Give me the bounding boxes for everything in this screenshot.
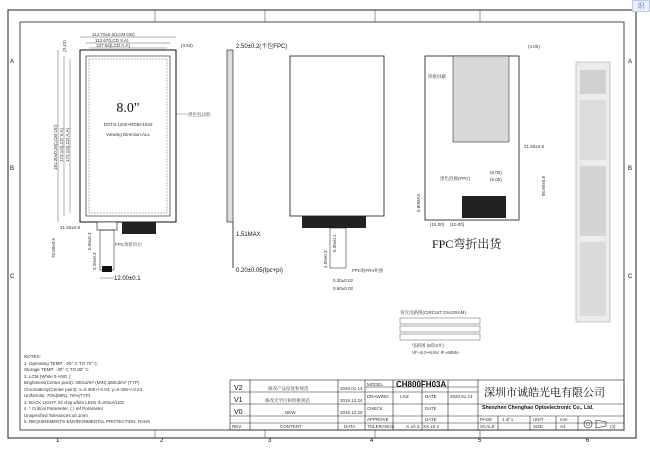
tolerance-label: TOLERANCE: [367, 424, 395, 429]
note-line: Uniformity: 70%(MIN), 75%(TYP): [24, 393, 91, 398]
back-dim-5: (5.05): [490, 177, 502, 182]
company-block: [480, 385, 616, 429]
mid-fpc-note: FPC贴FR4补强: [352, 268, 384, 273]
dim-lcm-width: 114.70±0.2(LCM OD): [92, 32, 135, 37]
note-line: Chromaticity(Center point): x=0.300+/-0.04; y=0.335+/-0.04: [24, 387, 143, 392]
note-line: 5. REQUIREMENTS ENVIRONMENTAL PROTECTION: RoHS: [24, 419, 151, 424]
mid-dim-c: 0.30±0.02: [333, 278, 353, 283]
rev-id: V1: [234, 397, 243, 404]
back-foam: [462, 196, 506, 218]
fold-shipping-label: FPC弯折出货: [432, 237, 502, 251]
circuit-spec: VF=9.0~9.9V, IF=60MA: [412, 350, 459, 355]
middle-view: [290, 56, 384, 291]
side-view: [227, 42, 287, 274]
mid-dim-a: 4.50±0.3: [323, 250, 328, 268]
unit-value: mm: [560, 417, 568, 422]
back-dim-7: (10.00): [450, 222, 465, 227]
dots-spec: DOTS:1200×RGB×1920: [103, 122, 153, 127]
dim-aa-height: 172.12(LCD A.A): [65, 127, 70, 162]
check-date-label: DATE: [425, 406, 437, 411]
approve-date-label: DATE: [425, 417, 437, 422]
side-max: 1.51MAX: [236, 232, 261, 238]
back-dim-8: 85.60±0.8: [541, 176, 546, 196]
back-dim-4: (6.00): [490, 170, 502, 175]
size-value: A4: [560, 424, 566, 429]
dim-offset-right: (3.53): [181, 43, 193, 48]
row-label-a: A: [10, 59, 15, 65]
drawing-by: LGZ: [400, 394, 409, 399]
connector-block: [122, 222, 156, 234]
back-foam-label: 黑色泡棉(FPC): [440, 176, 470, 181]
drawing-date: 2020.01.14: [450, 394, 473, 399]
side-fpc-thickness: 0.20±0.05(fpc+pi): [236, 268, 283, 274]
circuit-title: 背光电路图(CIRCUIT DIAGRAM): [400, 310, 466, 315]
date-header: DATA: [344, 424, 356, 429]
back-view: [416, 44, 546, 251]
col-label-5: 5: [478, 438, 482, 444]
iron-frame-shield: [453, 56, 509, 142]
col-label-3: 3: [268, 438, 272, 444]
rev-content: 修改产品厚度和规范: [268, 386, 309, 391]
row-label-c-right: C: [628, 274, 633, 280]
rev-content: 修改光学区和铁框规范: [265, 398, 310, 403]
page-label: PAGE: [480, 417, 493, 422]
fpc-tail: [97, 222, 117, 230]
row-label-b: B: [10, 166, 15, 172]
col-label-1: 1: [56, 438, 60, 444]
dim-aa-width: 107.64(LCD A.A): [96, 43, 131, 48]
note-line: 1. Operating TEMP: -20° C TO 70° C: [24, 361, 98, 366]
rev-date: 2020.01.14: [340, 386, 363, 391]
col-label-4: 4: [370, 438, 374, 444]
model-label: MODEL: [367, 382, 384, 387]
rev-content: NEW: [285, 410, 296, 415]
dim-fpc-offset: 21.50±0.8: [60, 225, 80, 230]
dim-offset-top: (3.43): [62, 40, 67, 52]
back-shield-label: 铁框屏蔽: [428, 74, 446, 79]
note-line: 4. * Critical Parameter, ( ) ref Parameter: [24, 406, 104, 411]
unit-label: UNIT: [533, 417, 544, 422]
fpc-prefold-label: FPC预折向后: [115, 242, 142, 247]
note-line: 3. BACK LIGHT: 24 chip white LEDs If=20mA/LED: [24, 400, 125, 405]
mid-dim-d: 0.60±0.02: [333, 286, 353, 291]
tolerance-value: .X ±0.3, .XX ±0.2: [405, 424, 439, 429]
approve-label: APPROVE: [367, 417, 389, 422]
rev-date: 2019.12.20: [340, 410, 363, 415]
front-view: [51, 32, 211, 282]
projection-icon: [584, 420, 606, 428]
rev-header: REV.: [232, 424, 243, 429]
circuit-led: 电路图 (8串3并): [412, 343, 444, 348]
size-label: SIZE: [533, 424, 544, 429]
col-label-6: 6: [586, 438, 590, 444]
scale-label: SCALE: [480, 424, 495, 429]
model-number: CH800FH03A: [396, 380, 447, 389]
side-thickness: 2.50±0.2(不包FPC): [236, 44, 288, 50]
rev-id: V0: [234, 409, 243, 416]
note-line: Unspecified Tolerances:±0.1mm: [24, 413, 88, 418]
drawing-date-label: DATE: [425, 394, 437, 399]
back-dim-6: (15.00): [430, 222, 445, 227]
row-label-a-right: A: [628, 59, 633, 65]
dim-lcm-height: 181.20±0.25(LCM OD): [53, 124, 58, 170]
back-dim-0: (4.00): [528, 44, 540, 49]
dim-fpc-a: 0.50±0.3: [87, 232, 92, 250]
row-label-c: C: [10, 274, 15, 280]
circuit-diagram: [400, 309, 480, 355]
dim-fpc-length: 70.60±0.5: [51, 238, 56, 258]
check-label: CHECK: [367, 406, 383, 411]
black-tape-label: 黑色包边胶: [188, 112, 211, 117]
row-label-b-right: B: [628, 166, 633, 172]
pinout-rows: [580, 70, 606, 316]
viewing-spec: Viewing Direction:ALL: [106, 132, 150, 137]
projection-ref: (3): [610, 424, 616, 429]
dim-va-height: 173.12(LCD V.A): [59, 128, 64, 162]
dim-fpc-b: 3.20±0.3: [92, 252, 97, 270]
note-line: Storage TEMP: -30° C TO 80° C: [24, 367, 89, 372]
drawing-label: DRAWING: [367, 394, 389, 399]
mid-outline: [290, 56, 384, 216]
note-line: Brightness(Center point): 300cd/m² (MIN),350cd/m² (TYP): [24, 380, 140, 385]
panel-size: 8.0": [116, 101, 140, 116]
side-profile: [227, 50, 233, 222]
col-label-2: 2: [160, 438, 164, 444]
back-dim-9: 0.80MAX: [416, 193, 421, 212]
rev-id: V2: [234, 385, 243, 392]
dim-va-width: 112.67(LCD V.A): [95, 38, 129, 43]
content-header: CONTENT: [280, 424, 302, 429]
revision-table: [232, 385, 363, 429]
notes-block: [24, 354, 150, 424]
company-name-cn: 深圳市诚皓光电有限公司: [484, 387, 605, 399]
back-dim-2: 21.50±0.8: [524, 144, 544, 149]
rev-date: 2019.12.24: [340, 398, 363, 403]
fpc-strip: [100, 230, 114, 270]
approval-fields: [367, 380, 473, 429]
company-name-en: Shenzhen Chenghao Optoelectronic Co., Ltd.: [482, 405, 594, 411]
page-value: 1 of 1: [502, 417, 514, 422]
note-line: NOTES:: [24, 354, 41, 359]
translate-badge-button[interactable]: 识: [632, 0, 650, 12]
note-line: 2. LCM (White 9 ANG ):: [24, 374, 72, 379]
fpc-gold-fingers: [102, 266, 112, 272]
mid-dim-b: 5.30±0.1: [332, 234, 337, 252]
mid-connector: [302, 216, 366, 228]
dim-fpc-width: 12.00±0.1: [114, 276, 141, 282]
